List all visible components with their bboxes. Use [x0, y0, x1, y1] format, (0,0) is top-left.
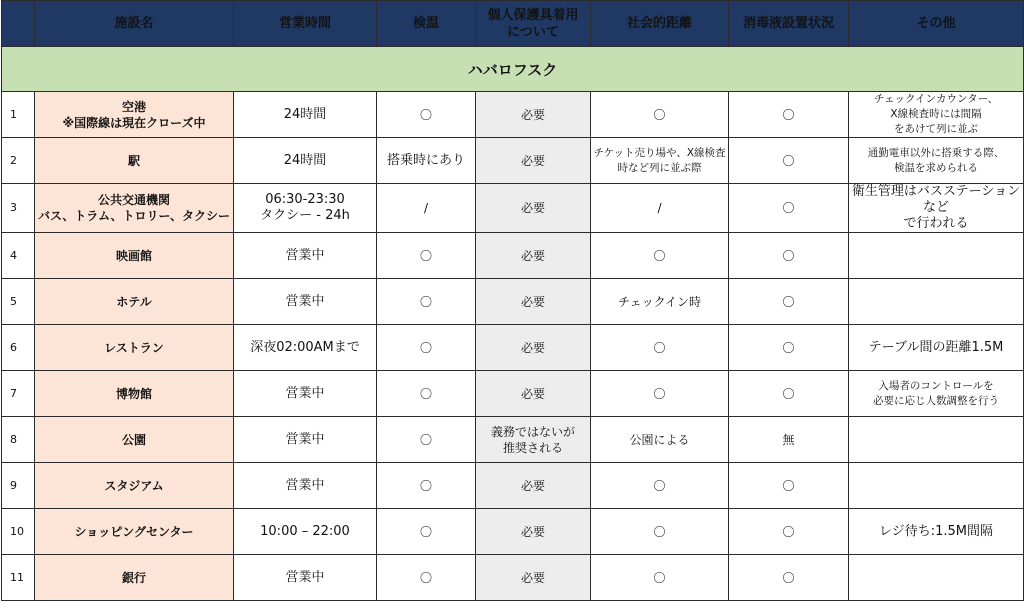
other-notes-line: 検温を求められる	[894, 161, 978, 174]
row-number: 1	[2, 92, 35, 138]
social-distance	[591, 233, 729, 279]
business-hours	[234, 325, 377, 371]
disinfectant-status: 〇	[729, 92, 849, 138]
business-hours-line: 営業中	[285, 431, 325, 447]
social-distance-line: 〇	[653, 478, 666, 493]
table-row	[2, 279, 1024, 325]
protective-equipment	[476, 184, 591, 233]
facility-name-line: 銀行	[121, 570, 146, 585]
facility-name-line: スタジアム	[104, 478, 164, 493]
row-number: 6	[2, 325, 35, 371]
row-number: 9	[2, 463, 35, 509]
protective-equipment-line: 必要	[520, 294, 545, 309]
table-row	[2, 555, 1024, 601]
header-other: その他	[849, 1, 1024, 47]
row-number: 5	[2, 279, 35, 325]
protective-equipment	[476, 555, 591, 601]
protective-equipment	[476, 463, 591, 509]
facility-name	[35, 279, 234, 325]
social-distance-line: 〇	[653, 248, 666, 263]
social-distance	[591, 417, 729, 463]
other-notes	[849, 279, 1024, 325]
business-hours	[234, 233, 377, 279]
facility-name-line: ホテル	[116, 294, 152, 309]
protective-equipment-line: 必要	[520, 386, 545, 401]
protective-equipment-line: 必要	[520, 478, 545, 493]
business-hours-line: 営業中	[285, 385, 325, 401]
other-notes-line: 衛生管理はバスステーションなど	[851, 184, 1021, 215]
other-notes	[849, 233, 1024, 279]
other-notes	[849, 371, 1024, 417]
facility-name	[35, 371, 234, 417]
facility-table	[1, 0, 1024, 601]
business-hours	[234, 417, 377, 463]
facility-name-line: 駅	[127, 153, 140, 168]
temperature-check: 〇	[377, 371, 476, 417]
table-body	[2, 47, 1024, 601]
facility-name	[35, 463, 234, 509]
temperature-check: 〇	[377, 279, 476, 325]
protective-equipment-line: 必要	[520, 153, 545, 168]
other-notes-line: X線検査時には間隔	[890, 108, 982, 120]
social-distance	[591, 92, 729, 138]
header-protective-equipment: 個人保護具着用について	[476, 1, 591, 47]
other-notes-line: テーブル間の距離1.5M	[868, 339, 1004, 355]
business-hours-line: 深夜02:00AMまで	[250, 339, 360, 355]
temperature-check: 〇	[377, 555, 476, 601]
social-distance	[591, 463, 729, 509]
social-distance-line: 〇	[653, 386, 666, 401]
protective-equipment	[476, 509, 591, 555]
business-hours-line: 営業中	[285, 293, 325, 309]
social-distance-line: 〇	[653, 340, 666, 355]
facility-name	[35, 325, 234, 371]
facility-name-line: ※国際線は現在クローズ中	[62, 115, 206, 130]
business-hours	[234, 138, 377, 184]
protective-equipment	[476, 233, 591, 279]
protective-equipment-line: 必要	[520, 248, 545, 263]
protective-equipment	[476, 92, 591, 138]
header-row	[2, 1, 1024, 47]
protective-equipment-line: 必要	[520, 570, 545, 585]
facility-name	[35, 509, 234, 555]
table-header	[2, 1, 1024, 47]
region-row	[2, 47, 1024, 92]
table-row	[2, 463, 1024, 509]
table-row	[2, 509, 1024, 555]
header-facility-name: 施設名	[35, 1, 234, 47]
disinfectant-status: 〇	[729, 279, 849, 325]
social-distance	[591, 184, 729, 233]
row-number: 10	[2, 509, 35, 555]
other-notes-line: をあけて列に並ぶ	[894, 123, 978, 135]
table-row	[2, 417, 1024, 463]
other-notes-line: 通勤電車以外に搭乗する際、	[867, 146, 1005, 159]
temperature-check: 〇	[377, 233, 476, 279]
header-temperature-check: 検温	[377, 1, 476, 47]
other-notes-line: チェックインカウンター、	[873, 93, 999, 105]
table-row	[2, 325, 1024, 371]
business-hours-line: 営業中	[285, 477, 325, 493]
business-hours	[234, 555, 377, 601]
disinfectant-status: 〇	[729, 138, 849, 184]
disinfectant-status: 〇	[729, 371, 849, 417]
other-notes-line: 必要に応じ人数調整を行う	[873, 394, 999, 407]
business-hours	[234, 184, 377, 233]
protective-equipment-line: 義務ではないが	[490, 424, 575, 439]
header-disinfectant: 消毒液設置状況	[729, 1, 849, 47]
temperature-check: 搭乗時にあり	[377, 138, 476, 184]
facility-name-line: 公園	[121, 432, 146, 447]
protective-equipment-line: 推奨される	[502, 440, 563, 455]
header-business-hours: 営業時間	[234, 1, 377, 47]
header-social-distance: 社会的距離	[591, 1, 729, 47]
social-distance-line: 公園による	[629, 432, 690, 447]
table-row	[2, 184, 1024, 233]
facility-name-line: 映画館	[115, 248, 152, 263]
row-number: 2	[2, 138, 35, 184]
disinfectant-status: 〇	[729, 184, 849, 233]
temperature-check: 〇	[377, 417, 476, 463]
temperature-check: /	[377, 184, 476, 233]
region-label: ハバロフスク	[2, 47, 1024, 92]
business-hours	[234, 279, 377, 325]
social-distance	[591, 555, 729, 601]
disinfectant-status: 〇	[729, 509, 849, 555]
business-hours-line: 24時間	[283, 152, 327, 168]
other-notes-line: 入場者のコントロールを	[878, 379, 994, 392]
table-row	[2, 92, 1024, 138]
protective-equipment-line: 必要	[520, 107, 545, 122]
social-distance-line: 時など列に並ぶ際	[617, 161, 702, 174]
social-distance-line: 〇	[653, 524, 666, 539]
protective-equipment	[476, 138, 591, 184]
row-number: 4	[2, 233, 35, 279]
table-row	[2, 233, 1024, 279]
business-hours-line: 10:00 – 22:00	[260, 523, 350, 539]
temperature-check: 〇	[377, 92, 476, 138]
other-notes-line: レジ待ち:1.5M間隔	[879, 523, 993, 539]
facility-name-line: 博物館	[115, 386, 152, 401]
business-hours	[234, 509, 377, 555]
business-hours-line: 24時間	[283, 106, 327, 122]
business-hours	[234, 92, 377, 138]
protective-equipment	[476, 371, 591, 417]
social-distance-line: チケット売り場や、X線検査	[593, 146, 726, 159]
facility-name-line: 公共交通機関	[97, 193, 170, 207]
row-number: 8	[2, 417, 35, 463]
facility-name-line: 空港	[121, 99, 146, 114]
business-hours-line: タクシー - 24h	[260, 208, 350, 223]
temperature-check: 〇	[377, 509, 476, 555]
table-row	[2, 138, 1024, 184]
social-distance	[591, 509, 729, 555]
facility-name	[35, 233, 234, 279]
disinfectant-status: 〇	[729, 555, 849, 601]
other-notes	[849, 184, 1024, 233]
table-row	[2, 371, 1024, 417]
facility-name-line: ショッピングセンター	[74, 524, 194, 539]
row-number: 3	[2, 184, 35, 233]
facility-name-line: バス、トラム、トロリー、タクシー	[37, 209, 231, 223]
protective-equipment	[476, 325, 591, 371]
social-distance-line: チェックイン時	[617, 294, 702, 309]
temperature-check: 〇	[377, 463, 476, 509]
business-hours	[234, 371, 377, 417]
protective-equipment	[476, 417, 591, 463]
other-notes	[849, 92, 1024, 138]
protective-equipment	[476, 279, 591, 325]
protective-equipment-line: 必要	[520, 524, 545, 539]
social-distance-line: 〇	[653, 107, 666, 122]
other-notes	[849, 325, 1024, 371]
facility-name	[35, 92, 234, 138]
disinfectant-status: 無	[729, 417, 849, 463]
disinfectant-status: 〇	[729, 463, 849, 509]
header-number	[2, 1, 35, 47]
business-hours-line: 06:30-23:30	[265, 192, 345, 207]
row-number: 7	[2, 371, 35, 417]
facility-name-line: レストラン	[104, 340, 164, 355]
other-notes	[849, 555, 1024, 601]
social-distance	[591, 138, 729, 184]
facility-name	[35, 184, 234, 233]
other-notes	[849, 509, 1024, 555]
other-notes-line: で行われる	[903, 216, 969, 231]
business-hours	[234, 463, 377, 509]
other-notes	[849, 417, 1024, 463]
disinfectant-status: 〇	[729, 233, 849, 279]
business-hours-line: 営業中	[285, 247, 325, 263]
facility-name	[35, 417, 234, 463]
other-notes	[849, 138, 1024, 184]
protective-equipment-line: 必要	[520, 201, 545, 215]
protective-equipment-line: 必要	[520, 340, 545, 355]
disinfectant-status: 〇	[729, 325, 849, 371]
business-hours-line: 営業中	[285, 569, 325, 585]
facility-name	[35, 138, 234, 184]
social-distance	[591, 279, 729, 325]
facility-name	[35, 555, 234, 601]
social-distance	[591, 371, 729, 417]
temperature-check: 〇	[377, 325, 476, 371]
social-distance-line: 〇	[653, 570, 666, 585]
social-distance	[591, 325, 729, 371]
other-notes	[849, 463, 1024, 509]
row-number: 11	[2, 555, 35, 601]
social-distance-line: /	[657, 201, 662, 215]
